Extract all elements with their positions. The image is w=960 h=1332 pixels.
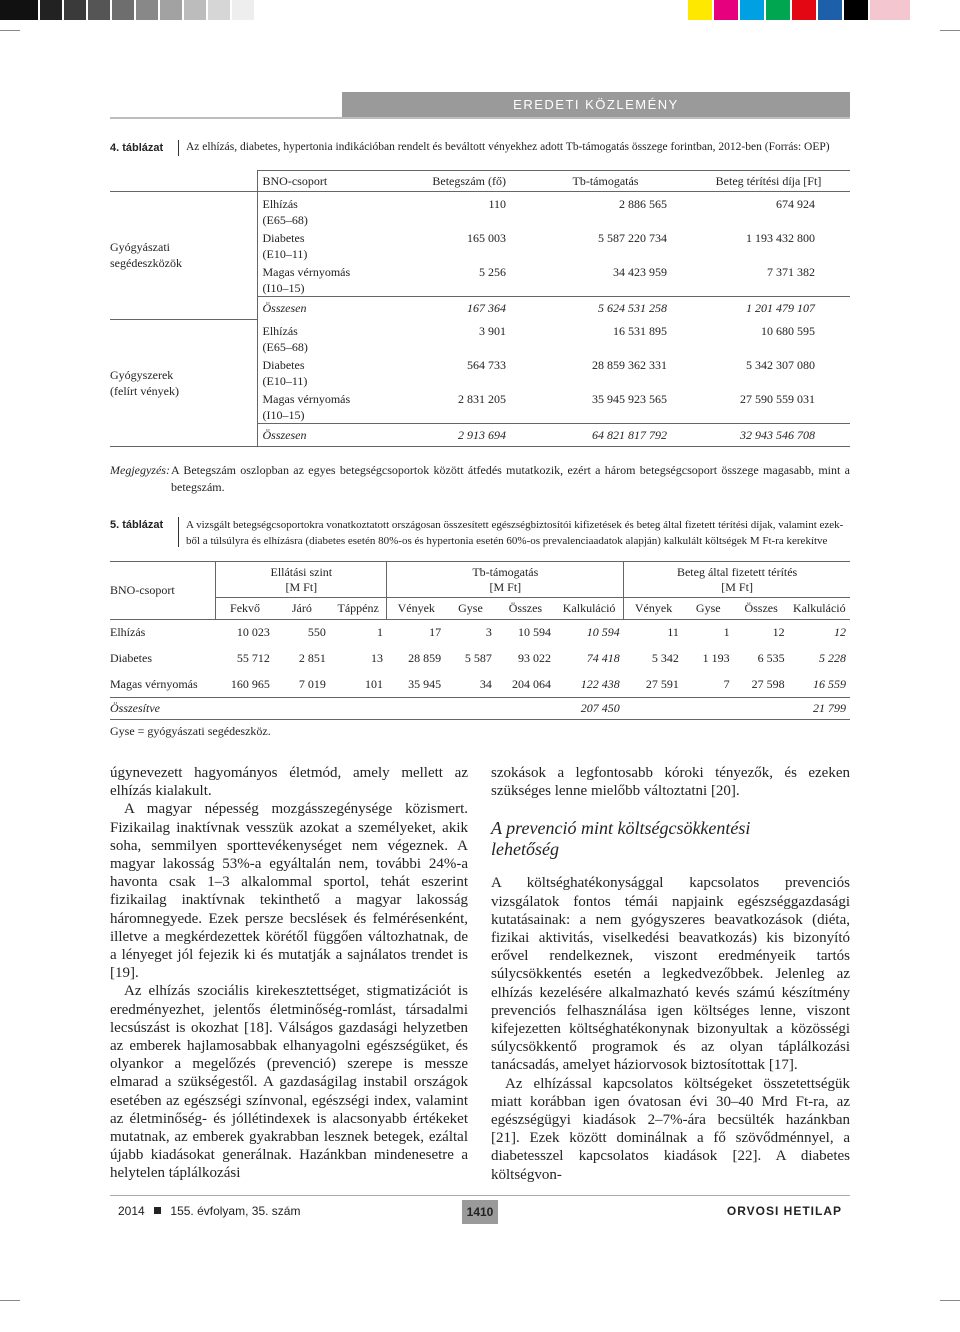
table4-note-text: A Betegszám oszlopban az egyes betegségcsoportok között átfedés mutatkozik, ezért a három betegségcsoport összege magasabb, mint a betegszám. bbox=[171, 463, 850, 494]
table5-row-name: Elhízás bbox=[110, 625, 146, 640]
table4-bno-name: Magas vérnyomás bbox=[262, 265, 351, 279]
table4-fee: 7 371 382 bbox=[767, 265, 815, 279]
table5-total-empty bbox=[445, 698, 496, 720]
table4-fee: 5 342 307 080 bbox=[746, 358, 815, 372]
table4-fee: 27 590 559 031 bbox=[740, 392, 815, 406]
table5-cell: 6 535 bbox=[757, 651, 785, 665]
table4-col-fee: Beteg térítési díja [Ft] bbox=[687, 171, 850, 192]
table4-fee: 674 924 bbox=[776, 197, 815, 211]
table4-support: 28 859 362 331 bbox=[592, 358, 667, 372]
table5-caption bbox=[186, 517, 850, 549]
table5-cell: 1 193 bbox=[702, 651, 730, 665]
table4-caption: Az elhízás, diabetes, hypertonia indikációban rendelt és beváltott vényekhez adott Tb-támogatás összege forintban, 2012-ben (Forrás: OEP) bbox=[186, 141, 830, 153]
table4-total-support: 5 624 531 258 bbox=[524, 297, 687, 320]
table4-col-patients: Betegszám (fő) bbox=[404, 171, 524, 192]
table5-group-tb-line2: [M Ft] bbox=[489, 579, 522, 594]
table4-support: 2 886 565 bbox=[619, 197, 667, 211]
table5-cell: 55 712 bbox=[236, 651, 270, 665]
table4-group-name-line2: segédeszközök bbox=[110, 256, 182, 271]
table5-sub-header: Összes bbox=[496, 598, 555, 620]
table4-patients: 165 003 bbox=[467, 231, 506, 245]
table5-cell: 17 bbox=[429, 625, 442, 640]
table5-total-empty bbox=[683, 698, 734, 720]
table4-group-name-line1: Gyógyászati bbox=[110, 240, 170, 255]
table5-group-care bbox=[216, 562, 387, 598]
table4-group-name-line2: (felírt vények) bbox=[110, 383, 179, 398]
table5-cell: 7 bbox=[723, 676, 730, 691]
table5-group-tb bbox=[387, 562, 624, 598]
section-heading-line2: lehetőség bbox=[491, 839, 559, 860]
table4-patients: 3 901 bbox=[479, 324, 506, 338]
table5-sub-header: Vények bbox=[624, 598, 683, 620]
table4-total-label: Összesen bbox=[257, 424, 404, 447]
table4-label: 4. táblázat bbox=[110, 142, 164, 154]
table5-total-empty bbox=[734, 698, 789, 720]
table5-total-empty bbox=[330, 698, 387, 720]
table5-total-empty bbox=[624, 698, 683, 720]
table5-cell: 13 bbox=[370, 651, 383, 665]
table5-sub-header: Kalkuláció bbox=[789, 598, 850, 620]
table4-support: 16 531 895 bbox=[613, 324, 667, 338]
table4-bno-cell bbox=[257, 389, 404, 424]
table5-sub-header-row bbox=[110, 598, 850, 620]
table5-row-name: Magas vérnyomás bbox=[110, 676, 198, 691]
table5-cell: 12 bbox=[834, 625, 846, 640]
table5-total-empty bbox=[216, 698, 274, 720]
table4-col-support: Tb-támogatás bbox=[524, 171, 687, 192]
table5-cell: 28 859 bbox=[408, 651, 442, 665]
table4-bno-cell bbox=[257, 228, 404, 262]
table5-sub-header: Kalkuláció bbox=[555, 598, 624, 620]
table4-bno-cell bbox=[257, 192, 404, 229]
table5-cell: 1 bbox=[723, 625, 730, 640]
table5-cell: 204 064 bbox=[512, 676, 551, 691]
table5-col-bno: BNO-csoport bbox=[110, 562, 216, 620]
left-paragraph-3: Az elhízás szociális kirekesztettséget, stigmatizációt is eredményezhet, jelentős életminőség-romlást, társadalmi lecsúszást is okozhat [18]. Válságos gazdasági helyzetben az emberek hajlamosabbak elhanyagolni egészségüket, és olyankor a megelőzés (prevenció) szerepe is messze elmarad a szükségestől. A gazdaságilag instabil országok esetében az egészségi színvonal, egészségi index, valamint az életminőség- és jóllétindexek is alacsonyabb értékeket mutatnak, az emberek gyakrabban lesznek betegek, ezáltal újabb kiadásokat generálnak. Hazánkban mindenesetre a helytelen táplálkozási bbox=[110, 983, 468, 1182]
table5-cell: 5 228 bbox=[819, 651, 846, 665]
right-paragraph-3: Az elhízással kapcsolatos költségeket összetettségük miatt korábban igen óvatosan évi 30–40 Mrd Ft-ra, az egészségügyi kiadások 2–7%-ára becsülték hazánkban [21]. Ezek között dominálnak a fő szövődménnyel, a diabetesszel kapcsolatos kiadások [22]. A diabetes költségvon- bbox=[491, 1075, 850, 1183]
table4-bno-name: Elhízás bbox=[262, 324, 298, 338]
table4-row bbox=[110, 319, 850, 355]
table5-sub-header: Gyse bbox=[445, 598, 496, 620]
table4-group-name-line1: Gyógyszerek bbox=[110, 367, 174, 382]
table4-patients: 110 bbox=[488, 197, 506, 211]
table4-total-label: Összesen bbox=[257, 297, 404, 320]
table4-support: 34 423 959 bbox=[613, 265, 667, 279]
table4-bno-code: (E10–11) bbox=[262, 374, 308, 388]
table4-bno-code: (E65–68) bbox=[262, 213, 308, 227]
table4-bno-name: Elhízás bbox=[262, 197, 298, 211]
table4-note bbox=[110, 462, 850, 496]
table4-bno-name: Magas vérnyomás bbox=[262, 392, 351, 406]
table4-support: 5 587 220 734 bbox=[598, 231, 667, 245]
left-paragraph-1: úgynevezett hagyományos életmód, amely mellett az elhízás kialakult. bbox=[110, 765, 468, 800]
table5-sub-header: Járó bbox=[274, 598, 330, 620]
journal-name: ORVOSI HETILAP bbox=[726, 1204, 842, 1218]
table5-cell: 5 342 bbox=[651, 651, 679, 665]
right-paragraph-2: A költséghatékonysággal kapcsolatos prevenciós vizsgálatok fontos témái napjaink egészséggazdasági kutatásainak: a nem gyógyszeres beavatkozások (diéta, fizikai aktivitás, viselkedési beavatkozás) kis bizonyító erővel rendelkeznek, viszont eredményeik tartós súlycsökkentés esetén a legkedvezőbbek. Jelenleg az elhízás kezelésére alkalmazható kevés számú készítmény prevenciós felhasználása igen költséges lenne, viszont kifejezetten költséghatékonynak bizonyultak a közösségi súlycsökkentő programok és az olyan táplálkozási tanácsadás, amelyet háziorvosok biztosítottak [17]. bbox=[491, 875, 850, 1074]
table4-bno-code: (E10–11) bbox=[262, 247, 308, 261]
right-column bbox=[491, 764, 850, 1184]
table5-caption-separator bbox=[178, 517, 179, 547]
table5-cell: 74 418 bbox=[586, 651, 620, 665]
table5-cell: 3 bbox=[485, 625, 492, 640]
table5-sub-header: Gyse bbox=[683, 598, 734, 620]
footer-rule bbox=[110, 1195, 850, 1196]
table5-sub-header: Fekvő bbox=[216, 598, 274, 620]
footer-issue bbox=[118, 1204, 300, 1218]
table4-fee: 10 680 595 bbox=[761, 324, 815, 338]
table5-cell: 122 438 bbox=[580, 676, 620, 691]
table5-total-empty bbox=[387, 698, 445, 720]
table5-cell: 550 bbox=[307, 625, 326, 640]
table5-cell: 93 022 bbox=[518, 651, 551, 665]
table4-group-cell bbox=[110, 192, 257, 320]
table4-header-row bbox=[110, 171, 850, 192]
table4-patients: 564 733 bbox=[467, 358, 506, 372]
section-heading bbox=[491, 818, 850, 860]
table4-bno-code: (I10–15) bbox=[262, 281, 305, 295]
section-heading-line1: A prevenció mint költségcsökkentési bbox=[491, 818, 751, 839]
table4-bno-name: Diabetes bbox=[262, 231, 305, 245]
table5-cell: 16 559 bbox=[813, 676, 846, 691]
table4-bno-cell bbox=[257, 355, 404, 389]
table5-cell: 10 594 bbox=[518, 625, 551, 640]
table5-sub-header: Táppénz bbox=[330, 598, 387, 620]
table5-row bbox=[110, 620, 850, 646]
table5-caption-line2: ből a túlsúlyra és elhízásra (diabetes esetén 80%-os és hypertonia esetén 60%-os prevalenciaadatok alapján) kalkulált költségek M Ft-ra kerekítve bbox=[186, 535, 828, 547]
table5-cell: 5 587 bbox=[464, 651, 492, 665]
table4-bno-cell bbox=[257, 262, 404, 297]
table5-group-tb-line1: Tb-támogatás bbox=[472, 564, 539, 579]
table5-cell: 12 bbox=[772, 625, 785, 640]
table4-bno-name: Diabetes bbox=[262, 358, 305, 372]
table5-total-label: Összesítve bbox=[110, 698, 216, 720]
table5-sub-header: Vények bbox=[387, 598, 445, 620]
table4 bbox=[110, 170, 850, 447]
table4-patients: 2 831 205 bbox=[458, 392, 506, 406]
table5-cell: 10 023 bbox=[236, 625, 270, 640]
table4-total-support: 64 821 817 792 bbox=[524, 424, 687, 447]
footer-year: 2014 bbox=[118, 1204, 145, 1218]
table5-cell: 34 bbox=[479, 676, 492, 691]
table5-cell: 35 945 bbox=[408, 676, 442, 691]
footer-square-icon bbox=[154, 1207, 161, 1214]
section-header: EREDETI KÖZLEMÉNY bbox=[342, 92, 850, 117]
table4-bno-code: (E65–68) bbox=[262, 340, 308, 354]
footer-volume: 155. évfolyam, 35. szám bbox=[170, 1204, 301, 1218]
table4-col-bno: BNO-csoport bbox=[257, 171, 404, 192]
header-rule bbox=[110, 117, 850, 119]
table4-support: 35 945 923 565 bbox=[592, 392, 667, 406]
table5-group-header-row bbox=[110, 562, 850, 598]
table5-row-name: Diabetes bbox=[110, 651, 152, 665]
table5-group-patient bbox=[624, 562, 850, 598]
table5-cell: 27 591 bbox=[645, 676, 679, 691]
table4-group-cell bbox=[110, 319, 257, 447]
table5-label: 5. táblázat bbox=[110, 519, 164, 531]
table4-total-fee: 32 943 546 708 bbox=[687, 424, 850, 447]
table5-cell: 160 965 bbox=[230, 676, 270, 691]
right-paragraph-1: szokások a legfontosabb kóroki tényezők, és ezeken szükséges lenne mielőbb változtatni [20]. bbox=[491, 765, 850, 800]
table5-total-empty bbox=[496, 698, 555, 720]
table5-total-patient-calc: 21 799 bbox=[789, 698, 850, 720]
table5-cell: 7 019 bbox=[298, 676, 326, 691]
table5 bbox=[110, 561, 850, 720]
table4-patients: 5 256 bbox=[479, 265, 506, 279]
table5-total-row bbox=[110, 698, 850, 720]
table4-note-label: Megjegyzés: bbox=[110, 463, 170, 477]
table4-bno-cell bbox=[257, 319, 404, 355]
table5-group-care-line1: Ellátási szint bbox=[270, 564, 333, 579]
table4-bno-code: (I10–15) bbox=[262, 408, 305, 422]
table4-total-patients: 167 364 bbox=[404, 297, 524, 320]
table4-row bbox=[110, 192, 850, 229]
table5-cell: 27 598 bbox=[751, 676, 785, 691]
table5-total-tb-calc: 207 450 bbox=[555, 698, 624, 720]
table5-group-care-line2: [M Ft] bbox=[285, 579, 318, 594]
table5-row bbox=[110, 646, 850, 672]
table5-caption-line1: A vizsgált betegségcsoportokra vonatkoztatott országosan összesített egészségbiztosítói kifizetések és beteg által fizetett térítési díjak, valamint ezek- bbox=[186, 519, 844, 531]
left-paragraph-2: A magyar népesség mozgásszegénysége közismert. Fizikailag inaktívnak vesszük azokat a személyeket, akik soha, semmilyen sporttevékenységet nem végeznek. A magyar lakosság 53%-a egyáltalán nem, további 24%-a havonta csak 1–3 alkalommal sportol, tehát eszerint fizikailag inaktívnak tekinthető a magyar lakosság háromnegyede. Ezek persze becslések és felmérésenként, illetve a megkérdezettek körétől függően változhatnak, de a lényeget jól fejezik ki és mutatják a sajnálatos trendet is [19]. bbox=[110, 801, 468, 982]
table4-total-patients: 2 913 694 bbox=[404, 424, 524, 447]
table5-sub-header: Összes bbox=[734, 598, 789, 620]
left-column bbox=[110, 764, 468, 1183]
table5-group-patient-line2: [M Ft] bbox=[721, 579, 753, 594]
table4-total-fee: 1 201 479 107 bbox=[687, 297, 850, 320]
table5-group-patient-line1: Beteg által fizetett térítés bbox=[676, 564, 798, 579]
page-number: 1410 bbox=[462, 1200, 498, 1224]
table5-footnote: Gyse = gyógyászati segédeszköz. bbox=[110, 724, 271, 738]
table4-fee: 1 193 432 800 bbox=[746, 231, 815, 245]
table5-cell: 10 594 bbox=[586, 625, 620, 640]
table5-total-empty bbox=[274, 698, 330, 720]
table4-caption-separator bbox=[178, 140, 179, 156]
table5-cell: 1 bbox=[376, 625, 383, 640]
table5-row bbox=[110, 672, 850, 698]
table5-cell: 11 bbox=[667, 625, 679, 640]
table5-cell: 2 851 bbox=[298, 651, 326, 665]
table5-cell: 101 bbox=[364, 676, 383, 691]
